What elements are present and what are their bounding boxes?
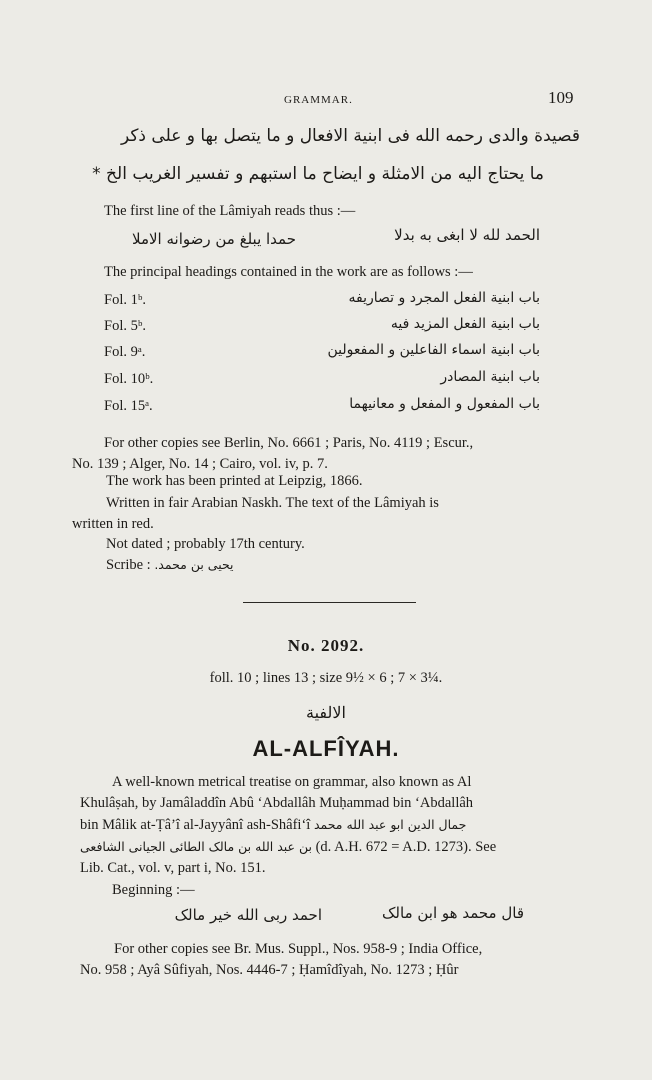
beginning-label: Beginning :— (112, 882, 195, 898)
description-line-4-text: (d. A.H. 672 = A.D. 1273). See (315, 839, 497, 855)
description-paragraph (80, 772, 580, 879)
folio-heading-3: باب ابنية اسماء الفاعلين و المفعولين (327, 342, 540, 358)
beginning-verse-part-1: قال محمد هو ابن مالک (382, 904, 524, 922)
entry-title-arabic: الالفية (306, 705, 346, 722)
description-line-3-arabic: جمال الدين ابو عبد الله محمد (313, 817, 467, 832)
folio-label-1: Fol. 1ᵇ. (104, 292, 146, 308)
headings-intro: The principal headings contained in the work are as follows :— (104, 264, 473, 280)
first-line-intro: The first line of the Lâmiyah reads thus :— (104, 203, 356, 219)
written-paragraph (72, 493, 580, 535)
description-line-3 (80, 814, 580, 836)
written-line-2: written in red. (72, 516, 154, 532)
first-line-verse-part-1: الحمد لله لا ابغى به بدلا (394, 226, 540, 244)
description-line-4 (80, 836, 580, 858)
running-header: GRAMMAR. (284, 94, 353, 106)
not-dated-line: Not dated ; probably 17th century. (106, 536, 305, 552)
description-line-3-text: bin Mâlik at-Ṭâ’î al-Jayyânî ash-Shâfi‘î (80, 817, 311, 833)
scribe-label: Scribe : (106, 557, 151, 573)
copies-paragraph (72, 433, 580, 475)
folio-label-3: Fol. 9ᵃ. (104, 344, 146, 360)
copies-line-2: No. 139 ; Alger, No. 14 ; Cairo, vol. iv, p. 7. (72, 456, 328, 472)
other-copies-paragraph (80, 939, 580, 981)
description-line-4-arabic: بن عبد الله بن مالک الطائى الجيانى الشافعى (80, 839, 312, 854)
arabic-intro-line-2: ما يحتاج اليه من الامثلة و ايضاح ما استبهم و تفسير الغريب الخ * (92, 164, 544, 184)
scribe-line (106, 557, 234, 574)
entry-collation: foll. 10 ; lines 13 ; size 9½ × 6 ; 7 × 3¼. (209, 670, 443, 686)
page-number: 109 (548, 88, 574, 107)
beginning-verse-part-2: احمد ربى الله خير مالک (174, 906, 322, 924)
folio-heading-2: باب ابنية الفعل المزيد فيه (390, 316, 540, 332)
folio-heading-5: باب المفعول و المفعل و معانيهما (349, 396, 540, 412)
folio-label-2: Fol. 5ᵇ. (104, 318, 146, 334)
section-divider (243, 602, 416, 603)
arabic-intro-line-1: قصيدة والدى رحمه الله فى ابنية الافعال و ما يتصل بها و على ذكر (120, 126, 580, 146)
folio-heading-4: باب ابنية المصادر (440, 369, 540, 385)
description-line-5: Lib. Cat., vol. v, part i, No. 151. (80, 860, 266, 876)
printed-line: The work has been printed at Leipzig, 1866. (106, 473, 363, 489)
entry-number: No. 2092. (287, 636, 365, 655)
description-line-2: Khulâṣah, by Jamâladdîn Abû ‘Abdallâh Muḥammad bin ‘Abdallâh (80, 795, 474, 811)
copies-line-1: For other copies see Berlin, No. 6661 ; Paris, No. 4119 ; Escur., (104, 435, 474, 451)
scribe-name: يحيى بن محمد. (154, 557, 234, 572)
other-copies-line-1: For other copies see Br. Mus. Suppl., Nos. 958-9 ; India Office, (114, 941, 483, 957)
other-copies-line-2: No. 958 ; Ayâ Sûfiyah, Nos. 4446-7 ; Ḥamîdîyah, No. 1273 ; Ḥûr (80, 962, 459, 978)
first-line-verse-part-2: حمدا يبلغ من رضوانه الاملا (132, 230, 296, 248)
folio-label-4: Fol. 10ᵇ. (104, 371, 154, 387)
folio-heading-1: باب ابنية الفعل المجرد و تصاريفه (348, 290, 540, 306)
description-line-1: A well-known metrical treatise on grammar, also known as Al (112, 774, 472, 790)
written-line-1: Written in fair Arabian Naskh. The text of the Lâmiyah is (106, 495, 439, 511)
entry-title: AL-ALFÎYAH. (252, 736, 400, 761)
folio-label-5: Fol. 15ᵃ. (104, 398, 153, 414)
